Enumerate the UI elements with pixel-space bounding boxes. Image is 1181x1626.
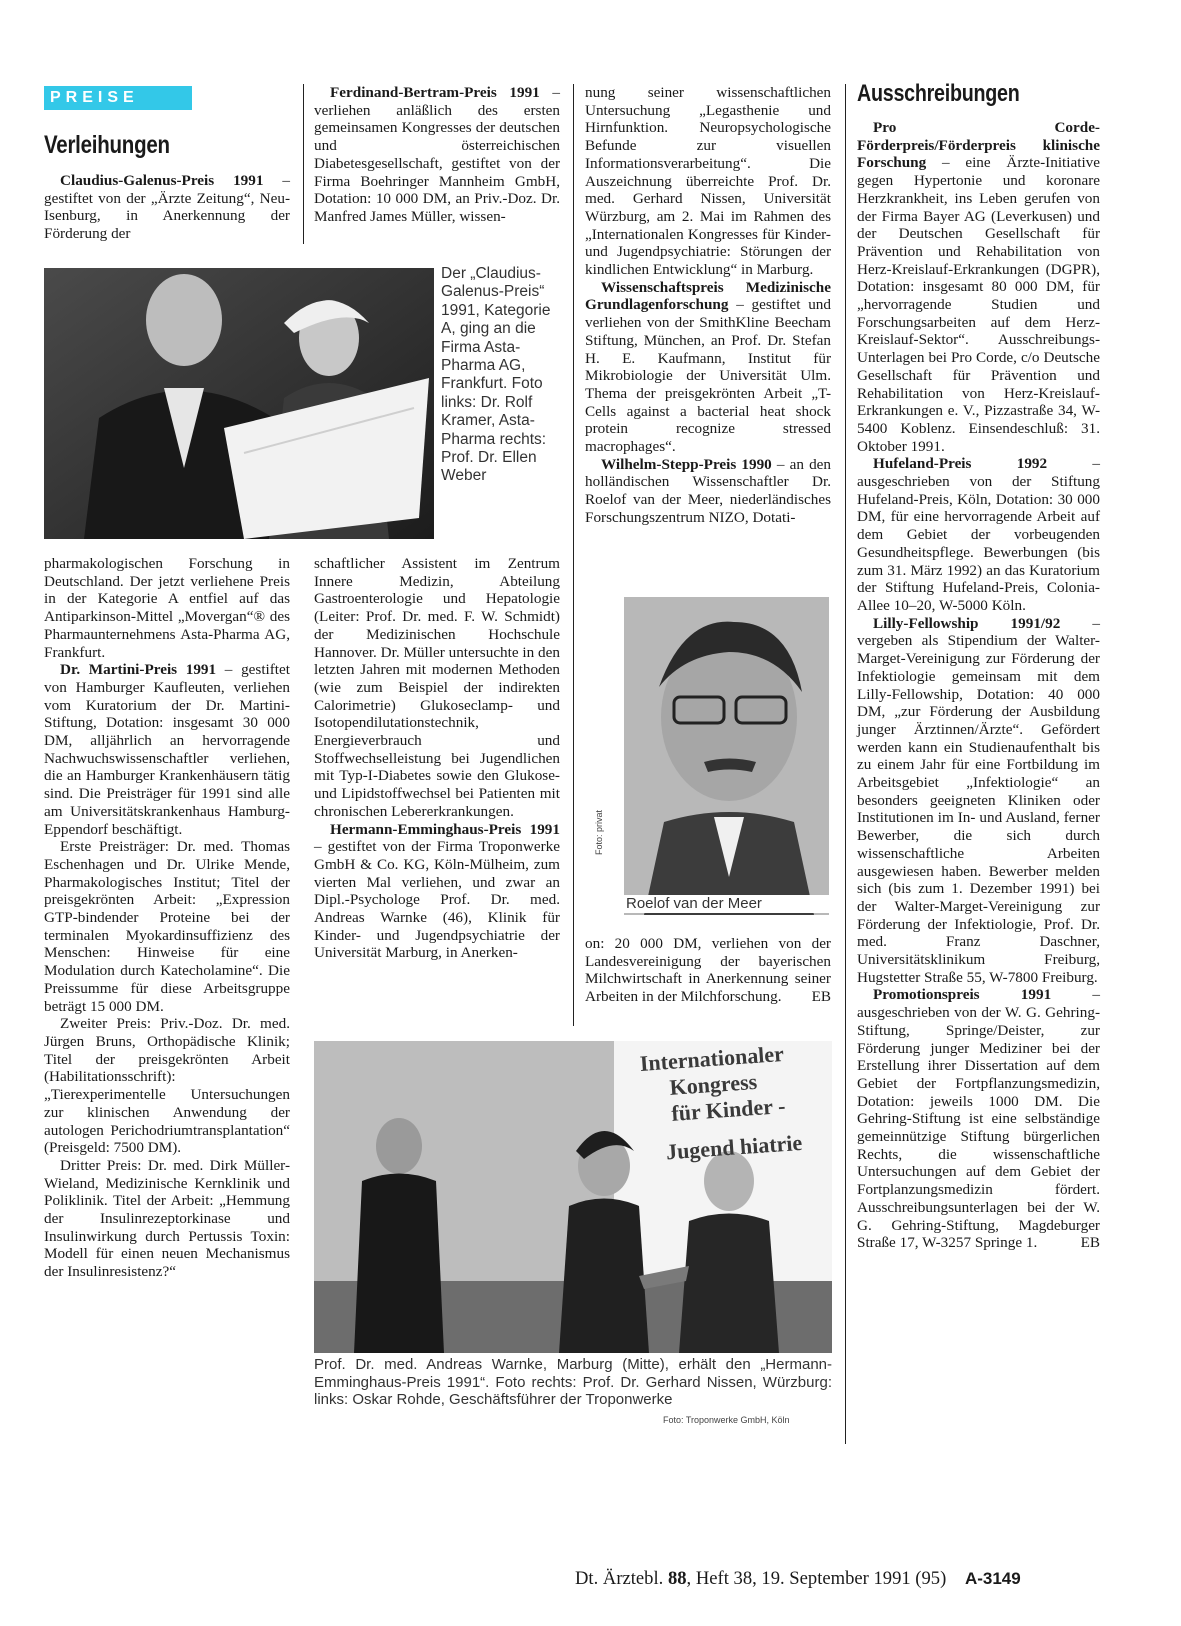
article-emminghaus-stepp — [585, 84, 831, 527]
journal-issue: , Heft 38, 19. September 1991 (95) — [686, 1568, 947, 1589]
photo-image — [624, 597, 829, 915]
award-text: – eine Ärzte-Initiative gegen Hypertonie und koronare Herzkrankheit, ins Leben gerufen von der Firma Bayer AG (Leverkusen) und der Deutschen Gesellschaft für Prävention und Rehabilitation von Herz-Kreislauf-Erkrankungen (DGPR), Dotation: insgesamt 80 000 DM, für „hervorragende Studien und Forschungsarbeiten auf dem Herz-Kreislauf-Sektor“. Ausschreibungs-Unterlagen bei Pro Corde, c/o Deutsche Gesellschaft für Prävention und Rehabilitation von Herz-Kreislauf-Erkrankungen e. V., Pizzastraße 34, W-5400 Koblenz. Einsendeschluß: 31. Oktober 1991. — [857, 154, 1100, 455]
article-claudius-start — [44, 172, 290, 243]
award-name: Wilhelm-Stepp-Preis 1990 — [601, 455, 772, 473]
award-name: Hermann-Emminghaus-Preis 1991 — [330, 820, 560, 838]
page-footer — [575, 1568, 1140, 1590]
journal-name: Dt. Ärztebl. — [575, 1568, 668, 1589]
banner-line: für Kinder - — [670, 1092, 787, 1126]
paragraph: Dritter Preis: Dr. med. Dirk Müller-Wieland, Medizinische Kernklinik und Poliklinik. Titel der Arbeit: „Hemmung der Insulinrezeptorkinase und Insulinwirkung durch Pertussis Toxin: Modell für einen neuen Mechanismus der Insulinresistenz?“ — [44, 1156, 290, 1281]
paragraph: pharmakologischen Forschung in Deutschland. Der jetzt verliehene Preis in der Kategorie A entfiel auf das Antiparkinson-Mittel „Movergan“® des Pharmaunternehmens Asta-Pharma AG, Frankfurt. — [44, 555, 290, 661]
paragraph: on: 20 000 DM, verliehen von der Landesvereinigung der bayerischen Milchwirtschaft in Anerkennung seiner Arbeiten in der Milchforschung. — [585, 935, 831, 1006]
photo-image — [44, 268, 434, 539]
column-rule — [845, 84, 846, 1444]
award-text: – gestiftet und verliehen von der SmithKline Beecham Stiftung, München, an Prof. Dr. Stefan H. E. Kaufmann, Institut für Mikrobiologie der Universität Ulm. Thema der preisgekrönten Arbeit „T-Cells against a bacterial heat shock protein recognize stressed macrophages“. — [585, 296, 831, 456]
paragraph: schaftlicher Assistent im Zentrum Innere Medizin, Abteilung Gastroenterologie und Hepatologie (Leiter: Prof. Dr. med. F. W. Schmidt) der Medizinischen Hochschule Hannover. Dr. Müller untersuchte in den letzten Jahren mit modernen Methoden (wie zum Beispiel der indirekten Calorimetrie) Glukoseclamp- und Isotopendilutationstechnik, Energieverbrauch und Stoffwechselleistung bei Jugendlichen mit Typ-I-Diabetes sowie den Glukose- und Lipidstoffwechsel bei Patienten mit chronischen Lebererkrankungen. — [314, 555, 560, 820]
congress-banner — [639, 1041, 832, 1167]
photo3-credit: Foto: Troponwerke GmbH, Köln — [663, 1415, 790, 1425]
page-number: A-3149 — [964, 1569, 1021, 1588]
award-text: – vergeben als Stipendium der Walter-Marget-Vereinigung zur Förderung der Infektiologie gemeinsam mit dem Lilly-Fellowship, Dotation: 40 000 DM, „zur Förderung der Ausbildung junger Ärztinnen/Ärzte“. Gefördert werden kann ein Studienaufenthalt bis zu einem Jahr für eine Fortbildung im Arbeitsgebiet „Infektiologie“ an besonders geeigneten Kliniken oder Institutionen im In- und Ausland, ferner Bewerber, die sich durch wissenschaftliche Arbeiten ausgewiesen haben. Bewerber melden sich (bis zum 1. Dezember 1991) bei der Walter-Marget-Vereinigung zur Förderung der Infektiologie, Prof. Dr. med. Franz Daschner, Universitätsklinikum Freiburg, Hugstetter Straße 55, W-7800 Freiburg. — [857, 614, 1101, 986]
paragraph: nung seiner wissenschaftlichen Untersuchung „Legasthenie und Hirnfunktion. Neuropsychologische Befunde zur visuellen Informationsverarbeitung“. Die Auszeichnung überreichte Prof. Dr. med. Gerhard Nissen, Universität Würzburg, am 2. Mai im Rahmen des „Internationalen Kongresses für Kinder- und Jugendpsychiatrie: Störungen der kindlichen Entwicklung“ in Marburg. — [585, 84, 831, 279]
photo-portrait-van-der-meer — [624, 597, 829, 915]
paragraph: Erste Preisträger: Dr. med. Thomas Eschenhagen und Dr. Ulrike Mende, Pharmakologisches Institut; Titel der preisgekrönten Arbeit: „Expression GTP-bindender Proteine bei der terminalen Myokardinsuffizienz des Menschen: Hinweise für eine Modulation durch Katecholamine“. Die Preissumme für diese Arbeitsgruppe beträgt 15 000 DM. — [44, 838, 290, 1015]
author-sign: EB — [1080, 1234, 1100, 1252]
award-text: – gestiftet von der „Ärzte Zeitung“, Neu-Isenburg, in Anerkennung der Förderung der — [44, 172, 290, 243]
banner-line: Jugend hiatrie — [665, 1129, 803, 1165]
award-name: Claudius-Galenus-Preis 1991 — [60, 172, 264, 189]
article-bertram — [314, 84, 560, 226]
column-rule — [573, 84, 574, 1026]
author-sign: EB — [811, 988, 831, 1006]
article-stepp-end — [585, 935, 831, 1006]
article-ausschreibungen — [857, 119, 1100, 1252]
article-bertram-emminghaus — [314, 555, 560, 962]
banner-line: Kongress — [668, 1068, 758, 1100]
heading-verleihungen: Verleihungen — [44, 131, 170, 159]
paragraph: Zweiter Preis: Priv.-Doz. Dr. med. Jürgen Bruns, Orthopädische Klinik; Titel der preisgekrönten Arbeit (Habilitationsschrift): „Tierexperimentelle Untersuchungen zur klinischen Anwendung der autologen Perichodriumtransplantation“ (Preisgeld: 7500 DM). — [44, 1015, 290, 1157]
award-name: Pro Corde-Förderpreis/Förderpreis klinische Forschung — [857, 119, 1100, 172]
banner-line: Internationaler — [639, 1041, 785, 1076]
photo2-caption: Roelof van der Meer — [624, 895, 829, 913]
journal-volume: 88 — [667, 1568, 687, 1589]
photo1-caption: Der „Claudius-Galenus-Preis“ 1991, Kategorie A, ging an die Firma Asta-Pharma AG, Frankfurt. Foto links: Dr. Rolf Kramer, Asta-Pharma rechts: Prof. Dr. Ellen Weber — [441, 265, 551, 485]
section-tag: PREISE — [44, 86, 192, 110]
award-name: Dr. Martini-Preis 1991 — [60, 661, 217, 679]
award-name: Wissenschaftspreis Medizinische Grundlagenforschung — [585, 278, 831, 314]
photo2-credit: Foto: privat — [594, 809, 604, 855]
heading-ausschreibungen: Ausschreibungen — [857, 80, 1020, 107]
award-name: Promotionspreis 1991 — [873, 986, 1052, 1004]
photo3-caption: Prof. Dr. med. Andreas Warnke, Marburg (Mitte), erhält den „Hermann-Emminghaus-Preis 1991“. Foto rechts: Prof. Dr. Gerhard Nissen, Würzburg: links: Oskar Rohde, Geschäftsführer der Troponwerke — [314, 1356, 832, 1409]
award-name: Ferdinand-Bertram-Preis 1991 — [330, 84, 540, 101]
award-name: Hufeland-Preis 1992 — [873, 455, 1048, 473]
article-claudius-martini — [44, 555, 290, 1281]
award-text: – gestiftet von der Firma Troponwerke GmbH & Co. KG, Köln-Mülheim, zum vierten Mal verliehen, und zwar an Dipl.-Psychologe Prof. Dr. med. Andreas Warnke (46), Klinik für Kinder- und Jugendpsychiatrie der Universität Marburg, in Anerken- — [314, 838, 560, 962]
award-text: – ausgeschrieben von der W. G. Gehring-Stiftung, Springe/Deister, zur Förderung junger Mediziner bei der Erstellung ihrer Dissertation auf dem Gebiet der Fortpflanzungsmedizin, Dotation: jeweils 1000 DM. Die Gehring-Stiftung ist eine selbständige gemeinnützige Stiftung bürgerlichen Rechts, die wissenschaftliche Untersuchungen auf dem Gebiet der Fortplanzungsmedizin fördert. Ausschreibungsunterlagen bei der W. G. Gehring-Stiftung, Magdeburger Straße 17, W-3257 Springe 1. — [857, 986, 1100, 1252]
award-text: – an den holländischen Wissenschaftler Dr. Roelof van der Meer, niederländisches Forschungszentrum NIZO, Dotati- — [585, 455, 832, 526]
photo-award-ceremony — [44, 268, 434, 539]
photo-congress-ceremony — [314, 1041, 832, 1353]
award-text: – gestiftet von Hamburger Kaufleuten, verliehen vom Kuratorium der Dr. Martini-Stiftung, Dotation: insgesamt 30 000 DM, alljährlich an hervorragende Nachwuchswissenschaftler verliehen, die an Hamburger Krankenhäusern tätig sind. Die Preisträger für 1991 sind alle am Universitätskrankenhaus Hamburg-Eppendorf beschäftigt. — [44, 661, 290, 838]
award-name: Lilly-Fellowship 1991/92 — [873, 614, 1061, 632]
award-text: – verliehen anläßlich des ersten gemeinsamen Kongresses der deutschen und österreichischen Diabetesgesellschaft, gestiftet von der Firma Boehringer Mannheim GmbH, Dotation: 10 000 DM, an Priv.-Doz. Dr. Manfred James Müller, wissen- — [314, 84, 560, 225]
award-text: – ausgeschrieben von der Stiftung Hufeland-Preis, Köln, Dotation: 30 000 DM, für eine hervorragende Arbeit auf dem Gebiet der vorbeugenden Gesundheitspflege. Bewerbungen (bis zum 31. März 1992) an das Kuratorium der Stiftung Hufeland-Preis, Colonia-Allee 10–20, W-5000 Köln. — [857, 455, 1100, 614]
column-rule — [303, 84, 304, 244]
